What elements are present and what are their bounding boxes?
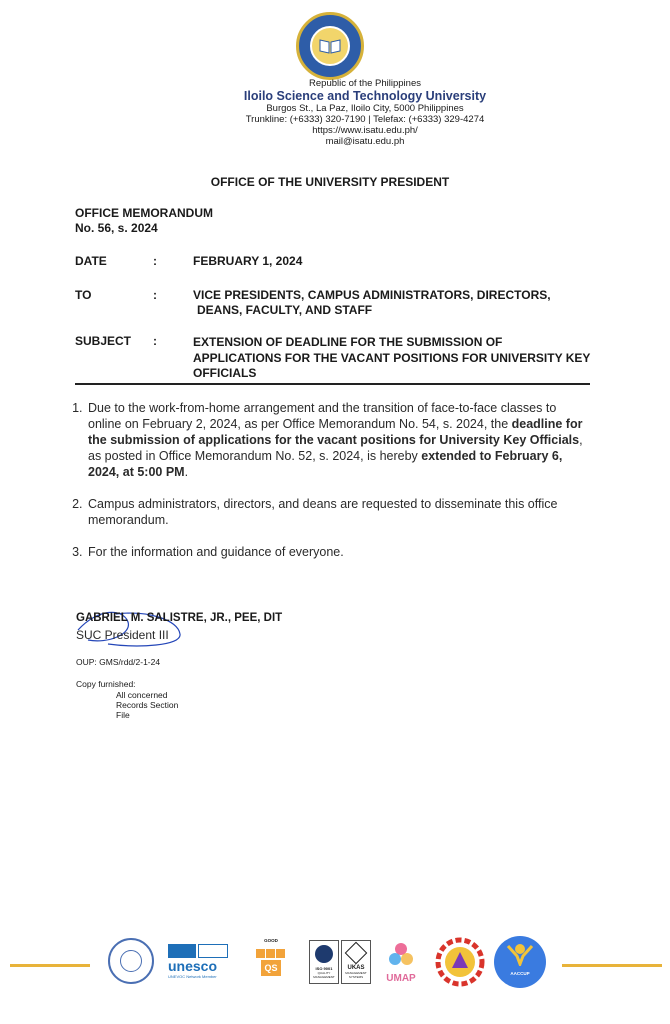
p1-deadline-bold: deadline for the submission of applications for the vacant positions for University Key Officials xyxy=(88,417,583,447)
subject-line-3: OFFICIALS xyxy=(193,366,257,380)
date-value: FEBRUARY 1, 2024 xyxy=(193,254,303,268)
subject-label: SUBJECT xyxy=(75,334,132,348)
iso-globe-icon xyxy=(315,945,333,963)
p1-text-a: Due to the work-from-home arrangement and the transition of face-to-face classes to online on February 2, 2024, as per Office Memorandum No. 54, s. 2024, the xyxy=(88,401,557,431)
aaccup-logo xyxy=(494,936,546,988)
to-line-1: VICE PRESIDENTS, CAMPUS ADMINISTRATORS, DIRECTORS, xyxy=(193,288,551,302)
letterhead xyxy=(0,78,670,147)
university-name: Iloilo Science and Technology University xyxy=(243,89,487,103)
address-line: Burgos St., La Paz, Iloilo City, 5000 Philippines xyxy=(266,103,464,114)
p1-text-e: . xyxy=(184,465,189,479)
qs-stars-icon xyxy=(256,949,286,958)
ukas-sublabel: MANAGEMENT SYSTEMS xyxy=(345,971,367,979)
p1-text-c: , as posted in Office Memorandum No. 52, s. 2024, is hereby xyxy=(88,433,583,463)
signatory-name: GABRIEL M. SALISTRE, JR., PEE, DIT xyxy=(76,612,283,624)
subject-line-2: APPLICATIONS FOR THE VACANT POSITIONS FOR UNIVERSITY KEY xyxy=(193,351,591,365)
signatory-title: SUC President III xyxy=(76,628,169,642)
website-link[interactable]: https://www.isatu.edu.ph/ xyxy=(312,125,418,136)
copy-item: Records Section xyxy=(116,700,179,710)
to-label: TO xyxy=(75,288,92,302)
p1-extension-bold: extended to February 6, 2024, at 5:00 PM xyxy=(88,449,563,479)
memo-heading: OFFICE MEMORANDUM xyxy=(75,206,213,220)
university-seal-icon xyxy=(296,12,364,80)
copy-furnished-label: Copy furnished: xyxy=(76,679,136,689)
gear-emblem-icon xyxy=(434,936,486,988)
seal-book-icon xyxy=(310,26,350,66)
iso-label: ISO 9001 xyxy=(315,966,333,971)
unesco-building-icon xyxy=(168,944,232,958)
isatu-seal-icon xyxy=(108,938,154,984)
copy-item: All concerned xyxy=(116,690,168,700)
memo-number: No. 56, s. 2024 xyxy=(75,221,158,235)
reference-code: OUP: GMS/rdd/2-1-24 xyxy=(76,657,161,667)
ukas-badge xyxy=(341,940,371,984)
divider xyxy=(75,383,590,385)
paragraph-1 xyxy=(86,400,590,480)
email-link[interactable]: mail@isatu.edu.ph xyxy=(325,136,405,147)
p2-text: Campus administrators, directors, and deans are requested to disseminate this office memorandum. xyxy=(88,497,558,527)
umap-logo xyxy=(382,940,420,984)
unesco-logo xyxy=(168,944,232,979)
date-colon: : xyxy=(153,254,157,268)
footer-accent-right xyxy=(562,964,662,967)
iso-badge xyxy=(309,940,339,984)
signature-scribble xyxy=(68,600,198,650)
copy-item: File xyxy=(116,710,130,720)
memo-body xyxy=(70,400,590,576)
phone-line: Trunkline: (+6333) 320-7190 | Telefax: (+6333) 329-4274 xyxy=(245,114,485,125)
office-title: OFFICE OF THE UNIVERSITY PRESIDENT xyxy=(210,175,450,189)
qs-badge: QS xyxy=(261,960,281,976)
aaccup-wordmark: AACCUP xyxy=(510,971,530,976)
unesco-subtitle: UNEVOC Network Member xyxy=(168,974,217,979)
paragraph-3 xyxy=(86,544,590,560)
ukas-label: UKAS xyxy=(347,965,365,971)
to-line-2: DEANS, FACULTY, AND STAFF xyxy=(197,303,373,317)
unesco-wordmark: unesco xyxy=(168,958,218,974)
iso-sublabel: QUALITY MANAGEMENT xyxy=(313,971,335,979)
umap-logo-icon xyxy=(386,940,416,970)
footer-accent-left xyxy=(10,964,90,967)
p3-text: For the information and guidance of everyone. xyxy=(88,545,344,559)
umap-wordmark: UMAP xyxy=(386,973,416,984)
country-line: Republic of the Philippines xyxy=(309,78,421,89)
subject-colon: : xyxy=(153,334,157,348)
date-label: DATE xyxy=(75,254,107,268)
subject-line-1: EXTENSION OF DEADLINE FOR THE SUBMISSION OF xyxy=(193,335,503,349)
aaccup-figure-icon xyxy=(505,942,535,966)
qs-stars-logo xyxy=(256,938,286,976)
to-colon: : xyxy=(153,288,157,302)
paragraph-2 xyxy=(86,496,590,528)
ukas-crown-icon xyxy=(345,942,368,965)
qs-top-label: GOOD xyxy=(264,938,278,943)
